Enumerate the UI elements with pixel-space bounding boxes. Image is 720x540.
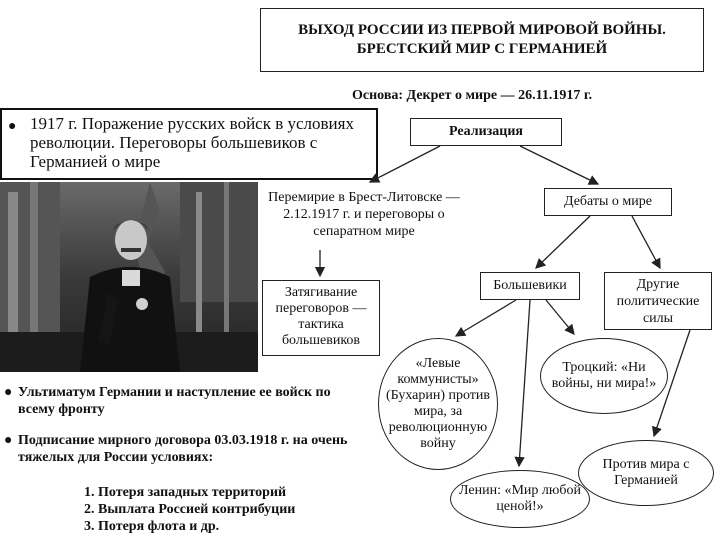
bullet-icon: ● (4, 433, 13, 448)
node-left-communists: «Левые коммунисты» (Бухарин) против мира, за революционную войну (378, 338, 498, 470)
node-armistice: Перемирие в Брест-Литовске — 2.12.1917 г. и переговоры о сепаратном мире (260, 186, 468, 248)
title-line-1: ВЫХОД РОССИИ ИЗ ПЕРВОЙ МИРОВОЙ ВОЙНЫ. (298, 22, 666, 38)
condition-item: 3. Потеря флота и др. (84, 519, 220, 534)
node-lenin: Ленин: «Мир любой ценой!» (450, 470, 590, 528)
arrow-debates-bolsheviks (536, 216, 590, 268)
node-trotsky: Троцкий: «Ни войны, ни мира!» (540, 338, 668, 414)
arrow-realization-debates (520, 146, 598, 184)
node-debates: Дебаты о мире (544, 188, 672, 216)
node-against-peace: Против мира с Германией (578, 440, 714, 506)
arrow-bolsheviks-lenin (519, 300, 530, 466)
node-other-forces: Другие политические силы (604, 272, 712, 330)
node-realization: Реализация (410, 118, 562, 146)
bullet-icon: ● (4, 385, 13, 400)
condition-item: 2. Выплата Россией контрибуции (84, 502, 296, 517)
arrow-bolsheviks-left (456, 300, 516, 336)
bullet-icon: ● (8, 119, 17, 134)
condition-item: 1. Потеря западных территорий (84, 485, 287, 500)
arrow-debates-others (632, 216, 660, 268)
basis-text: Основа: Декрет о мире — 26.11.1917 г. (352, 88, 593, 103)
signing-text: Подписание мирного договора 03.03.1918 г. на очень тяжелых для России условиях: (18, 433, 348, 465)
intro-text: 1917 г. Поражение русских войск в условиях революции. Переговоры большевиков с Германией о мире (30, 114, 354, 171)
ultimatum-text: Ультиматум Германии и наступление ее войск по всему фронту (18, 385, 331, 417)
arrow-bolsheviks-trotsky (546, 300, 574, 334)
node-bolsheviks: Большевики (480, 272, 580, 300)
title-line-2: БРЕСТСКИЙ МИР С ГЕРМАНИЕЙ (356, 41, 608, 57)
arrow-others-against (654, 330, 690, 436)
node-delay-tactic: Затягивание переговоров — тактика большевиков (262, 280, 380, 356)
arrow-realization-armistice (370, 146, 440, 182)
